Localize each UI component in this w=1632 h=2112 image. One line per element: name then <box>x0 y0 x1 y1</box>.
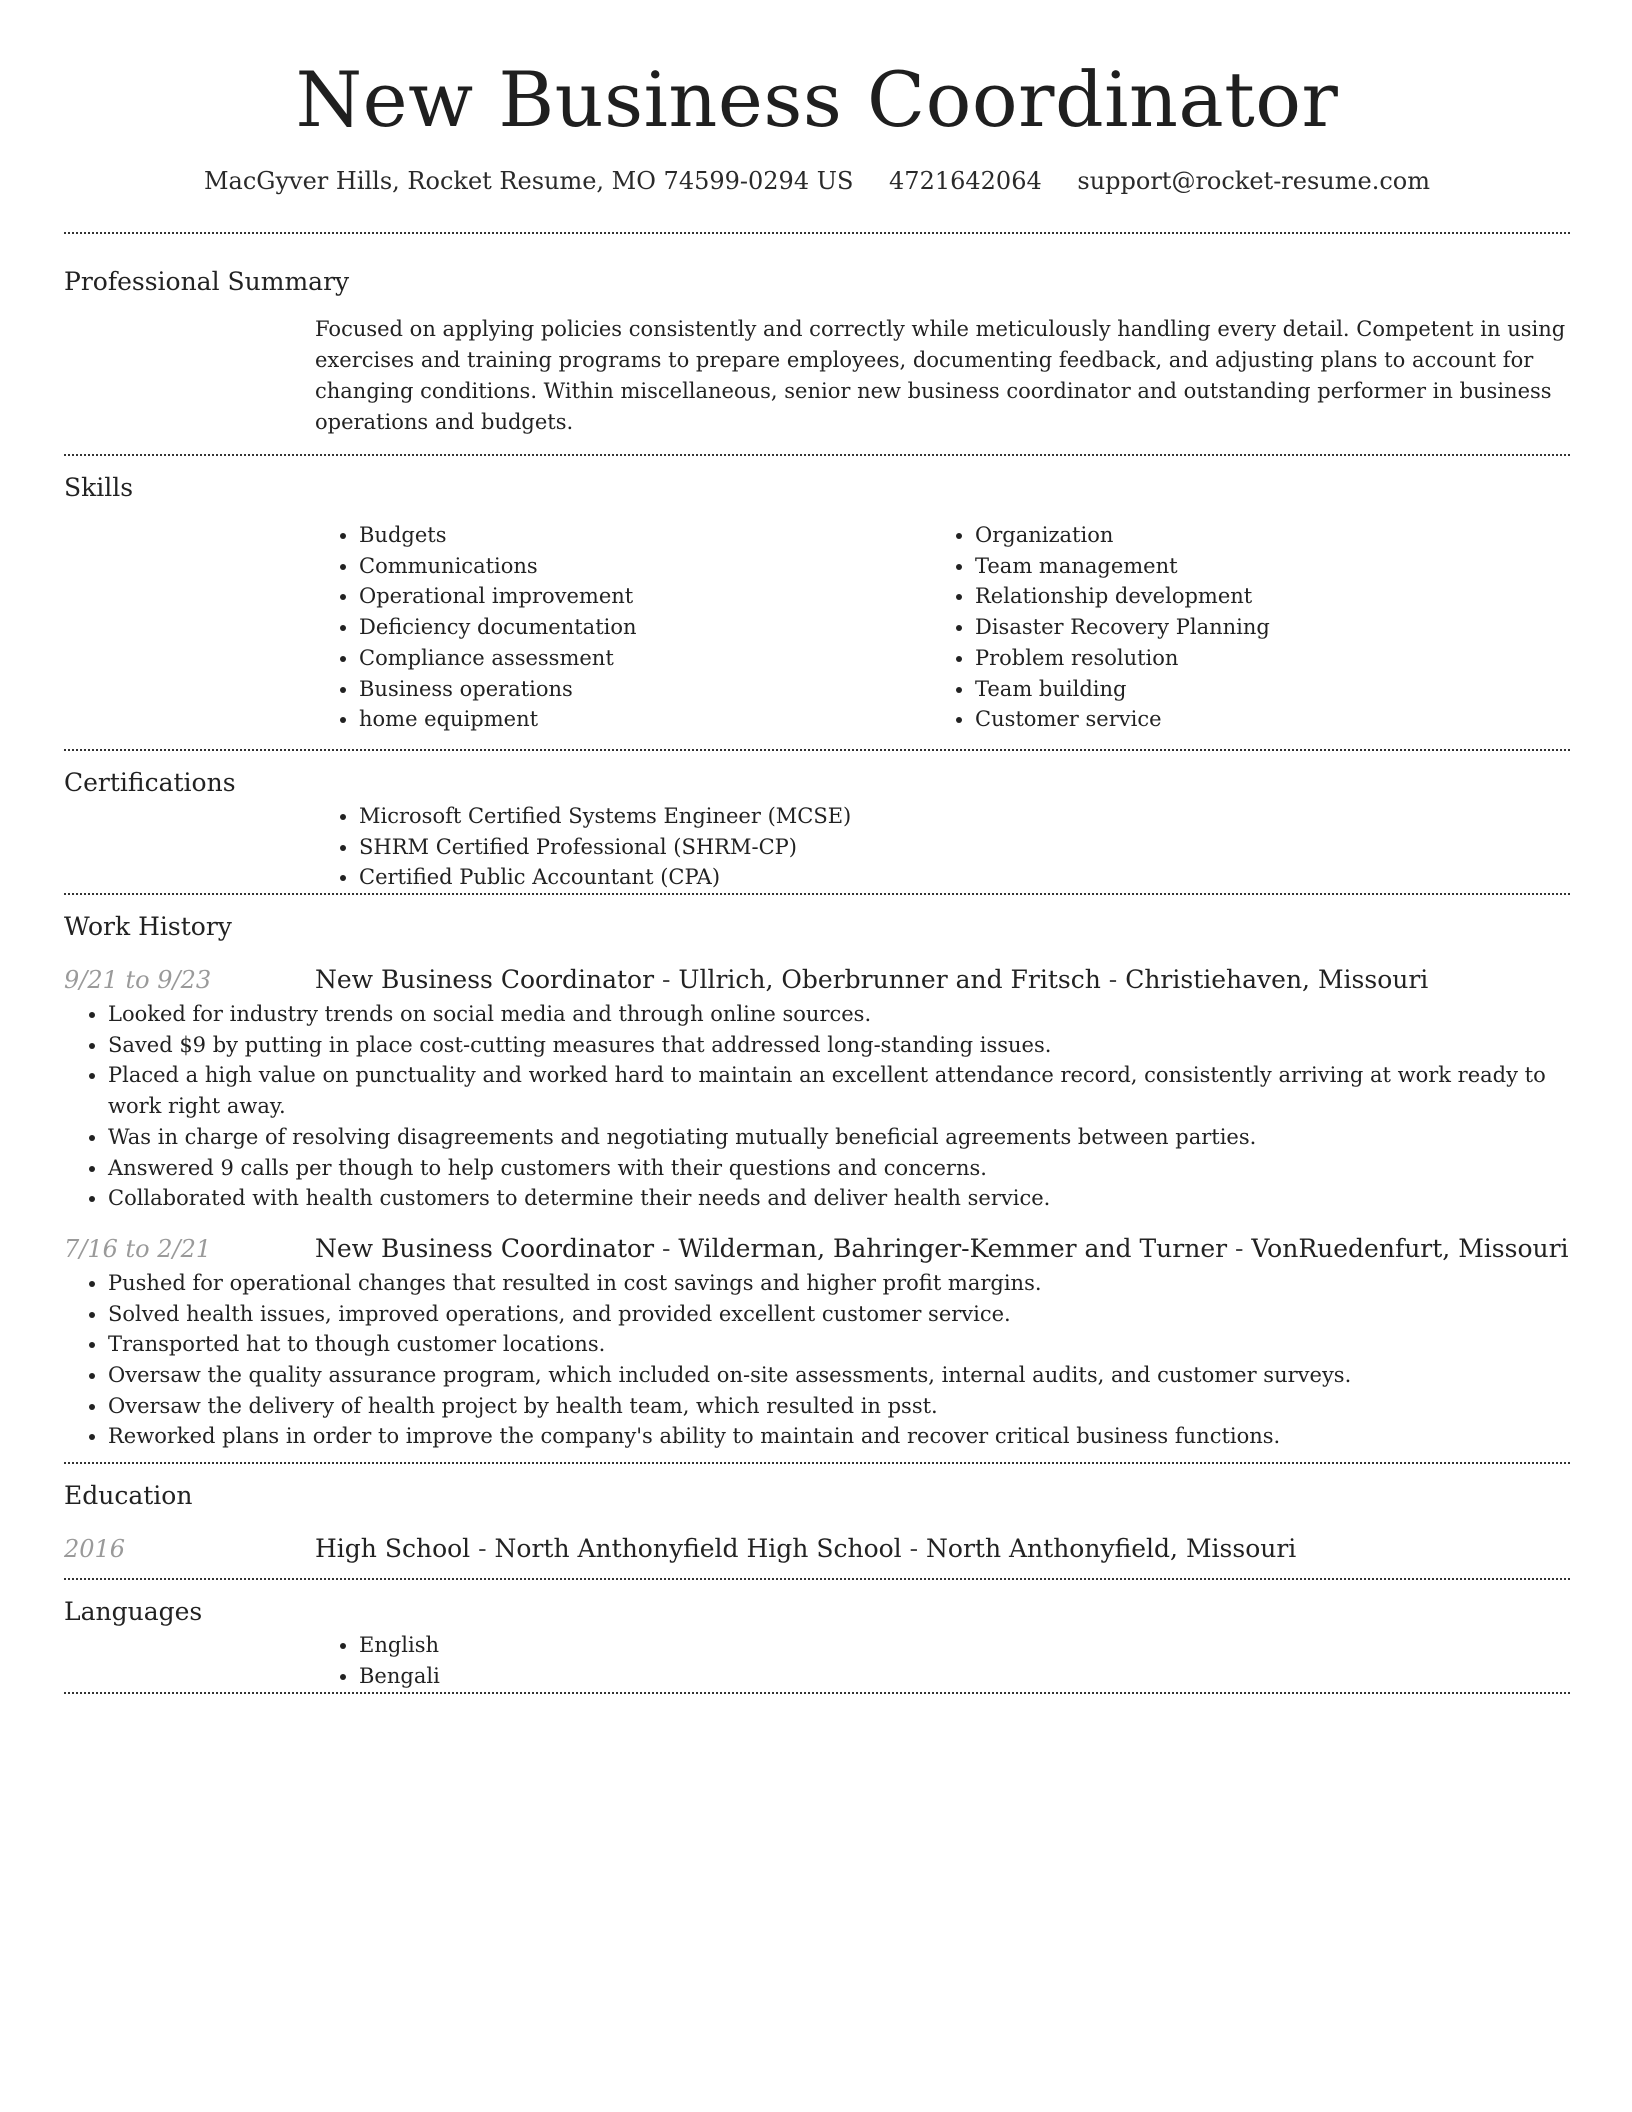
section-title-work: Work History <box>64 912 232 942</box>
job-entry <box>64 945 1570 1214</box>
list-item: • Was in charge of resolving disagreements and negotiating mutually beneficial agreements between parties. <box>108 1122 1570 1153</box>
resume-page <box>64 0 1570 1694</box>
list-item: • Bengali <box>359 1661 1570 1692</box>
skills-list-right <box>931 520 1547 735</box>
job-separator: - <box>1227 1233 1252 1263</box>
list-item: • Communications <box>359 551 931 582</box>
education-separator: - <box>901 1534 927 1564</box>
education-school: North Anthonyfield High School <box>494 1534 902 1564</box>
contact-phone: 4721642064 <box>889 167 1042 195</box>
section-title-skills: Skills <box>64 473 134 502</box>
job-location: Christiehaven, Missouri <box>1125 965 1429 995</box>
list-item: • SHRM Certified Professional (SHRM-CP) <box>359 832 1570 863</box>
job-role: New Business Coordinator <box>315 1233 655 1263</box>
work-history-section <box>64 895 1570 1462</box>
section-title-education: Education <box>64 1481 193 1511</box>
list-item: • Reworked plans in order to improve the company's ability to maintain and recover critical business functions. <box>108 1421 1570 1452</box>
list-item: • Team building <box>975 674 1547 705</box>
section-divider <box>64 1692 1570 1694</box>
list-item: • Placed a high value on punctuality and worked hard to maintain an excellent attendance record, consistently arriving at work ready to work right away. <box>108 1060 1570 1121</box>
education-year: 2016 <box>64 1535 126 1564</box>
list-item: • Compliance assessment <box>359 643 931 674</box>
education-location: North Anthonyfield, Missouri <box>926 1534 1297 1564</box>
list-item: • Organization <box>975 520 1547 551</box>
education-entry <box>64 1514 1570 1578</box>
education-separator: - <box>470 1534 495 1564</box>
contact-address: MacGyver Hills, Rocket Resume, MO 74599-0294 US <box>203 167 854 195</box>
certifications-list <box>315 801 1570 893</box>
list-item: • Team management <box>975 551 1547 582</box>
job-dates: 7/16 to 2/21 <box>64 1234 212 1263</box>
contact-email: support@rocket-resume.com <box>1077 167 1430 195</box>
skills-grid <box>315 506 1570 749</box>
list-item: • home equipment <box>359 704 931 735</box>
job-role: New Business Coordinator <box>315 965 655 995</box>
summary-section <box>64 234 1570 454</box>
job-bullets <box>64 999 1570 1214</box>
job-separator: - <box>654 965 679 995</box>
job-company: Ullrich, Oberbrunner and Fritsch <box>678 965 1101 995</box>
list-item: • Customer service <box>975 704 1547 735</box>
list-item: • Disaster Recovery Planning <box>975 612 1547 643</box>
education-section <box>64 1464 1570 1578</box>
languages-section <box>64 1580 1570 1691</box>
education-heading <box>315 1530 1570 1568</box>
education-degree: High School <box>315 1534 471 1564</box>
candidate-name: New Business Coordinator <box>295 55 1339 144</box>
job-bullets <box>64 1268 1570 1462</box>
languages-list <box>315 1630 1570 1691</box>
job-location: VonRuedenfurt, Missouri <box>1251 1233 1569 1263</box>
list-item: • Transported hat to though customer locations. <box>108 1329 1570 1360</box>
job-heading <box>315 1230 1570 1268</box>
list-item: • Pushed for operational changes that resulted in cost savings and higher profit margins. <box>108 1268 1570 1299</box>
section-title-languages: Languages <box>64 1597 203 1627</box>
job-dates: 9/21 to 9/23 <box>64 966 212 995</box>
list-item: • Oversaw the delivery of health project by health team, which resulted in psst. <box>108 1391 1570 1422</box>
certifications-section <box>64 751 1570 893</box>
list-item: • Deficiency documentation <box>359 612 931 643</box>
list-item: • Collaborated with health customers to determine their needs and deliver health service. <box>108 1183 1570 1214</box>
list-item: • Answered 9 calls per though to help customers with their questions and concerns. <box>108 1153 1570 1184</box>
list-item: • Certified Public Accountant (CPA) <box>359 862 1570 893</box>
list-item: • Looked for industry trends on social media and through online sources. <box>108 999 1570 1030</box>
skills-section <box>64 456 1570 749</box>
job-separator: - <box>654 1233 679 1263</box>
job-company: Wilderman, Bahringer-Kemmer and Turner <box>678 1233 1228 1263</box>
list-item: • Solved health issues, improved operations, and provided excellent customer service. <box>108 1299 1570 1330</box>
list-item: • Microsoft Certified Systems Engineer (MCSE) <box>359 801 1570 832</box>
section-title-certifications: Certifications <box>64 767 236 797</box>
resume-header <box>64 0 1570 198</box>
list-item: • Budgets <box>359 520 931 551</box>
summary-text: Focused on applying policies consistently and correctly while meticulously handling every detail. Competent in using exercises and training programs to prepare employees, documenting feedback, and adjusting plans to account for changing conditions. Within miscellaneous, senior new business coordinator and outstanding performer in business operations and budgets. <box>315 317 1566 434</box>
list-item: • Business operations <box>359 674 931 705</box>
section-title-summary: Professional Summary <box>64 267 350 296</box>
job-heading <box>315 961 1570 999</box>
list-item: • Relationship development <box>975 581 1547 612</box>
list-item: • Saved $9 by putting in place cost-cutting measures that addressed long-standing issues. <box>108 1030 1570 1061</box>
contact-info <box>64 164 1570 198</box>
job-entry <box>64 1214 1570 1462</box>
list-item: • English <box>359 1630 1570 1661</box>
list-item: • Oversaw the quality assurance program, which included on-site assessments, internal audits, and customer surveys. <box>108 1360 1570 1391</box>
skills-list-left <box>315 520 931 735</box>
job-separator: - <box>1100 965 1126 995</box>
list-item: • Problem resolution <box>975 643 1547 674</box>
list-item: • Operational improvement <box>359 581 931 612</box>
